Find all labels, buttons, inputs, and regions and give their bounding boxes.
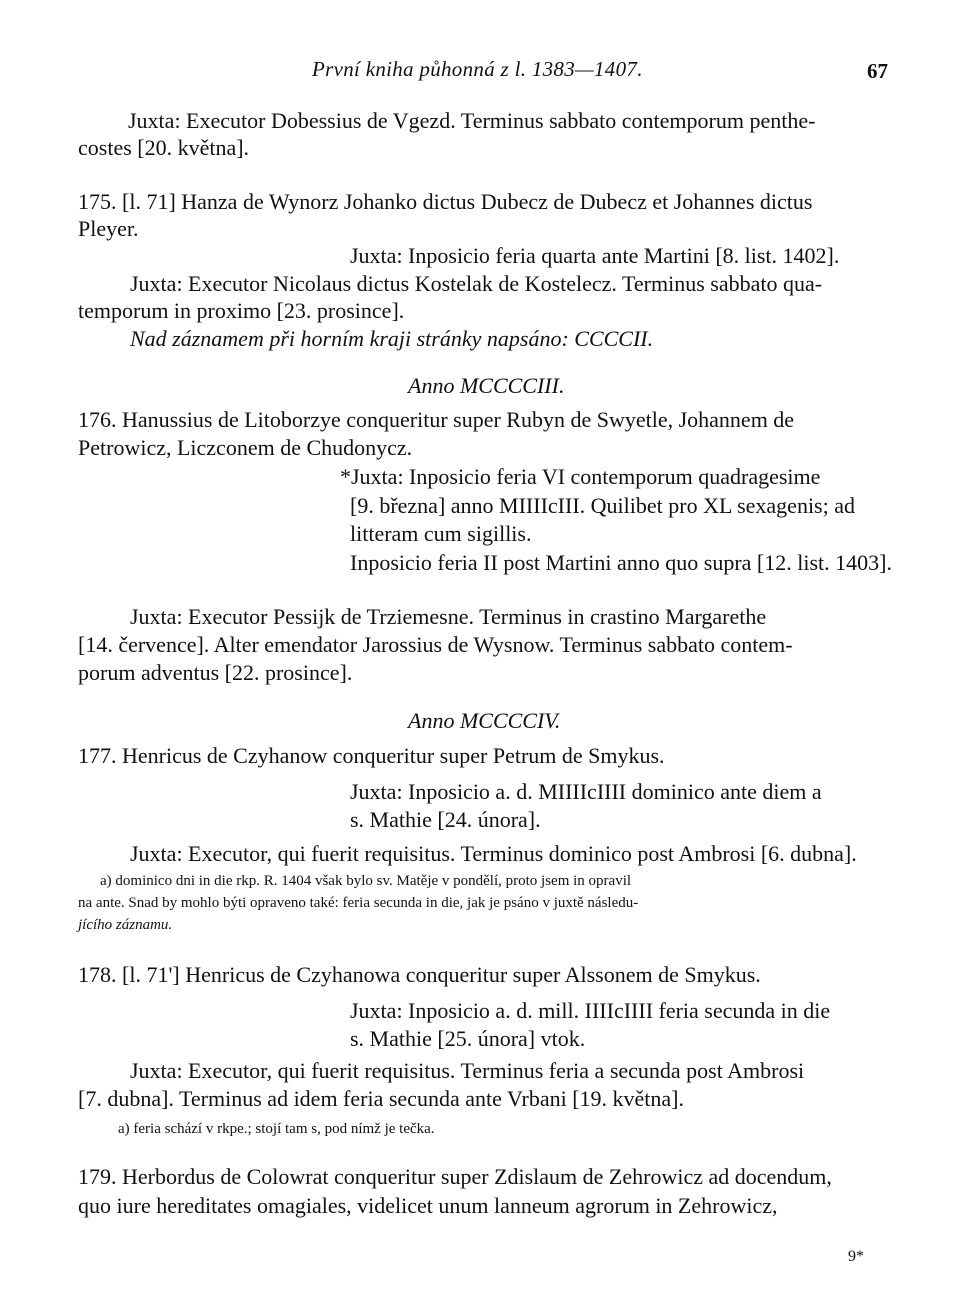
text-line: Juxta: Inposicio a. d. mill. IIIIcIIII feria secunda in die	[350, 998, 831, 1023]
footnote-line: jícího záznamu.	[78, 917, 173, 933]
text-line: s. Mathie [25. února] vtok.	[350, 1026, 586, 1051]
year-heading: Anno MCCCCIV.	[408, 708, 561, 733]
text-line: porum adventus [22. prosince].	[78, 660, 353, 685]
entry-179-line: 179. Herbordus de Colowrat conqueritur super Zdislaum de Zehrowicz ad docendum,	[78, 1164, 832, 1189]
entry-177-line: 177. Henricus de Czyhanow conqueritur super Petrum de Smykus.	[78, 743, 665, 768]
text-line: Juxta: Executor Dobessius de Vgezd. Terminus sabbato contemporum penthe-	[128, 108, 816, 133]
entry-178-line: 178. [l. 71'] Henricus de Czyhanowa conqueritur super Alssonem de Smykus.	[78, 962, 761, 987]
text-line: Juxta: Inposicio feria quarta ante Martini [8. list. 1402].	[350, 243, 840, 268]
text-line: Juxta: Executor Pessijk de Trziemesne. Terminus in crastino Margarethe	[130, 604, 767, 629]
signature-mark: 9*	[848, 1248, 864, 1265]
footnote-line: na ante. Snad by mohlo býti opraveno také: feria secunda in die, jak je psáno v juxtě následu-	[78, 895, 639, 911]
text-line: Pleyer.	[78, 216, 139, 241]
text-line: quo iure hereditates omagiales, videlicet unum lanneum agrorum in Zehrowicz,	[78, 1193, 778, 1218]
text-line: Juxta: Executor Nicolaus dictus Kostelak de Kostelecz. Terminus sabbato qua-	[130, 271, 823, 296]
text-line: [7. dubna]. Terminus ad idem feria secunda ante Vrbani [19. května].	[78, 1086, 685, 1111]
year-heading: Anno MCCCCIII.	[408, 373, 565, 398]
running-header: První kniha půhonná z l. 1383—1407.	[312, 57, 643, 81]
text-line: *Juxta: Inposicio feria VI contemporum quadragesime	[340, 464, 821, 489]
text-line: Juxta: Inposicio a. d. MIIIIcIIII dominico ante diem a	[350, 779, 822, 804]
text-line: temporum in proximo [23. prosince].	[78, 298, 405, 323]
text-line: Inposicio feria II post Martini anno quo supra [12. list. 1403].	[350, 550, 892, 575]
text-line: Petrowicz, Liczconem de Chudonycz.	[78, 435, 413, 460]
text-line: s. Mathie [24. února].	[350, 807, 541, 832]
text-line: Juxta: Executor, qui fuerit requisitus. Terminus dominico post Ambrosi [6. dubna].	[130, 841, 857, 866]
text-line: [14. července]. Alter emendator Jarossius de Wysnow. Terminus sabbato contem-	[78, 632, 793, 657]
entry-175-line: 175. [l. 71] Hanza de Wynorz Johanko dictus Dubecz de Dubecz et Johannes dictus	[78, 189, 813, 214]
text-line: litteram cum sigillis.	[350, 521, 532, 546]
footnote-line: a) dominico dni in die rkp. R. 1404 však bylo sv. Matěje v pondělí, proto jsem in opravil	[100, 873, 632, 889]
entry-176-line: 176. Hanussius de Litoborzye conqueritur super Rubyn de Swyetle, Johannem de	[78, 407, 795, 432]
footnote-line: a) feria schází v rkpe.; stojí tam s, pod nímž je tečka.	[118, 1121, 435, 1137]
text-line: costes [20. května].	[78, 135, 250, 160]
text-line: [9. března] anno MIIIIcIII. Quilibet pro XL sexagenis; ad	[350, 493, 855, 518]
editorial-note: Nad záznamem při horním kraji stránky napsáno: CCCCII.	[130, 326, 654, 351]
text-line: Juxta: Executor, qui fuerit requisitus. Terminus feria a secunda post Ambrosi	[130, 1058, 805, 1083]
page-number: 67	[867, 59, 888, 83]
